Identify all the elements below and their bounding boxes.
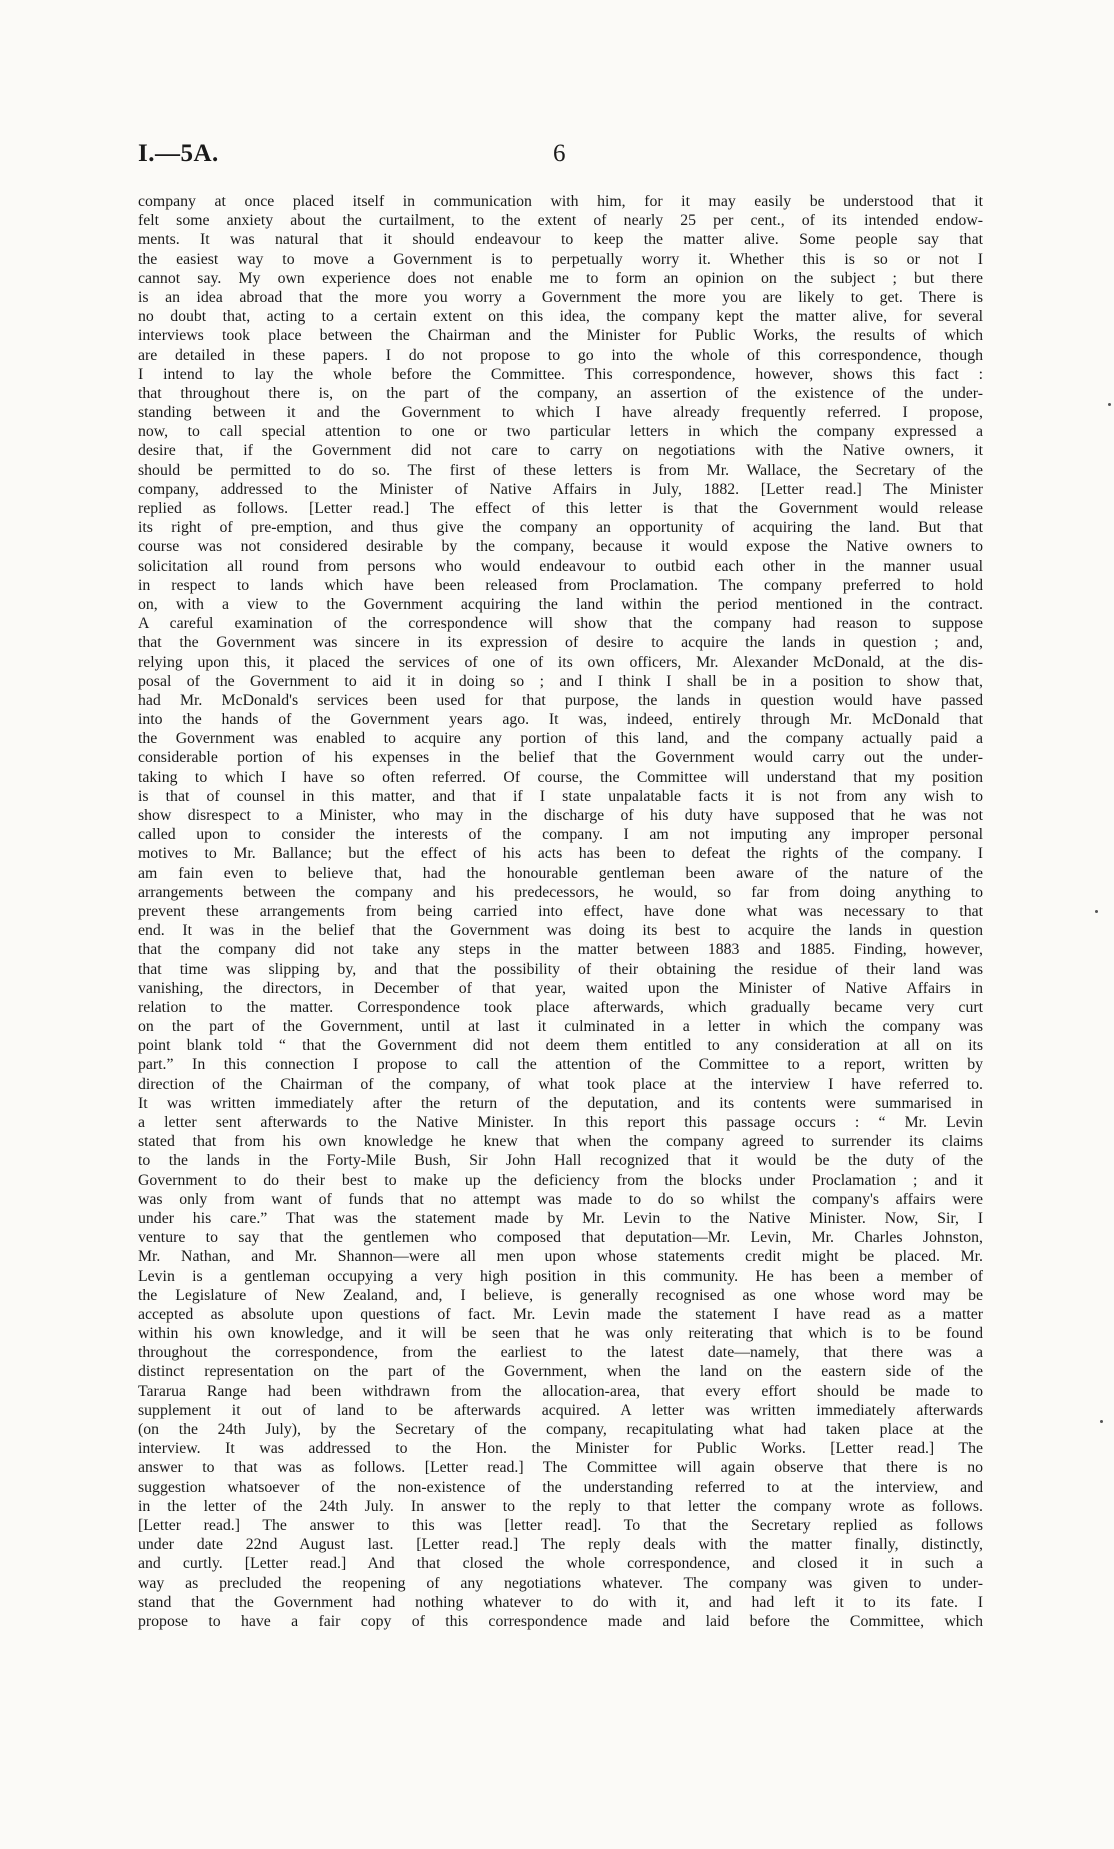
text-line: am fain even to believe that, had the honourable gentleman been aware of the nature of the [138, 864, 983, 882]
text-line: considerable portion of his expenses in the belief that the Government would carry out the under- [138, 749, 983, 767]
text-line: under his care.” That was the statement made by Mr. Levin to the Native Minister. Now, Sir, I [138, 1209, 983, 1227]
text-line: felt some anxiety about the curtailment, to the extent of nearly 25 per cent., of its intended endow- [138, 212, 983, 230]
scan-speck [1100, 1420, 1103, 1423]
text-line: called upon to consider the interests of the company. I am not imputing any improper personal [138, 826, 983, 844]
text-line: within his own knowledge, and it will be seen that he was only reiterating that which is to be found [138, 1325, 983, 1343]
text-line: company, addressed to the Minister of Native Affairs in July, 1882. [Letter read.] The Minister [138, 480, 983, 498]
text-line: and curtly. [Letter read.] And that closed the whole correspondence, and closed it in such a [138, 1555, 983, 1573]
text-line: A careful examination of the correspondence will show that the company had reason to suppose [138, 615, 983, 633]
text-line: the Legislature of New Zealand, and, I believe, is generally recognised as one whose word may be [138, 1286, 983, 1304]
text-line: throughout the correspondence, from the earliest to the latest date—namely, that there was a [138, 1344, 983, 1362]
text-line: that the company did not take any steps in the matter between 1883 and 1885. Finding, however, [138, 941, 983, 959]
text-line: Levin is a gentleman occupying a very high position in this community. He has been a member of [138, 1267, 983, 1285]
text-line: standing between it and the Government to which I have already frequently referred. I propose, [138, 404, 983, 422]
text-line: accepted as absolute upon questions of fact. Mr. Levin made the statement I have read as a matter [138, 1305, 983, 1323]
text-line: end. It was in the belief that the Government was doing its best to acquire the lands in question [138, 922, 983, 940]
text-line: interviews took place between the Chairman and the Minister for Public Works, the results of which [138, 327, 983, 345]
text-line: stand that the Government had nothing whatever to do with it, and had left it to its fate. I [138, 1593, 983, 1611]
text-line: It was written immediately after the return of the deputation, and its contents were summarised in [138, 1094, 983, 1112]
text-line: vanishing, the directors, in December of that year, waited upon the Minister of Native Affairs in [138, 979, 983, 997]
text-line: was only from want of funds that no attempt was made to do so whilst the company's affairs were [138, 1190, 983, 1208]
scan-speck [1095, 910, 1098, 913]
text-line: should be permitted to do so. The first of these letters is from Mr. Wallace, the Secretary of the [138, 461, 983, 479]
text-line: the Government was enabled to acquire any portion of this land, and the company actually paid a [138, 730, 983, 748]
text-line: direction of the Chairman of the company, of what took place at the interview I have referred to. [138, 1075, 983, 1093]
scan-speck [1108, 403, 1111, 406]
text-line: solicitation all round from persons who would endeavour to outbid each other in the manner usual [138, 557, 983, 575]
text-line: suggestion whatsoever of the non-existence of the understanding referred to at the interview, and [138, 1478, 983, 1496]
text-line: cannot say. My own experience does not enable me to form an opinion on the subject ; but there [138, 269, 983, 287]
text-line: is an idea abroad that the more you worry a Government the more you are likely to get. There is [138, 288, 983, 306]
text-line: that the Government was sincere in its expression of desire to acquire the lands in question ; and, [138, 634, 983, 652]
body-text [138, 192, 983, 1631]
text-line: Tararua Range had been withdrawn from the allocation-area, that every effort should be made to [138, 1382, 983, 1400]
text-line: taking to which I have so often referred. Of course, the Committee will understand that my position [138, 768, 983, 786]
text-line: interview. It was addressed to the Hon. the Minister for Public Works. [Letter read.] The [138, 1440, 983, 1458]
text-line: point blank told “ that the Government did not deem them entitled to any consideration at all on its [138, 1037, 983, 1055]
text-line: course was not considered desirable by the company, because it would expose the Native owners to [138, 538, 983, 556]
text-line: now, to call special attention to one or two particular letters in which the company expressed a [138, 423, 983, 441]
text-line: supplement it out of land to be afterwards acquired. A letter was written immediately afterwards [138, 1401, 983, 1419]
text-line: venture to say that the gentlemen who composed that deputation—Mr. Levin, Mr. Charles Johnston, [138, 1229, 983, 1247]
text-line: in the letter of the 24th July. In answer to the reply to that letter the company wrote as follows. [138, 1497, 983, 1515]
text-line: arrangements between the company and his predecessors, he would, so far from doing anything to [138, 883, 983, 901]
text-line: distinct representation on the part of the Government, when the land on the eastern side of the [138, 1363, 983, 1381]
text-line: desire that, if the Government did not care to carry on negotiations with the Native owners, it [138, 442, 983, 460]
text-line: that time was slipping by, and that the possibility of their obtaining the residue of their land was [138, 960, 983, 978]
text-line: prevent these arrangements from being carried into effect, have done what was necessary to that [138, 902, 983, 920]
text-line: replied as follows. [Letter read.] The effect of this letter is that the Government would release [138, 500, 983, 517]
text-line: in respect to lands which have been released from Proclamation. The company preferred to hold [138, 576, 983, 594]
text-line: on, with a view to the Government acquiring the land within the period mentioned in the contract. [138, 595, 983, 613]
text-line: are detailed in these papers. I do not propose to go into the whole of this correspondence, though [138, 346, 983, 364]
text-line: motives to Mr. Ballance; but the effect of his acts has been to defeat the rights of the company. I [138, 845, 983, 863]
text-line: relation to the matter. Correspondence took place afterwards, which gradually became very curt [138, 998, 983, 1016]
text-line: had Mr. McDonald's services been used for that purpose, the lands in question would have passed [138, 691, 983, 709]
text-line: under date 22nd August last. [Letter read.] The reply deals with the matter finally, distinctly, [138, 1536, 983, 1554]
text-line: on the part of the Government, until at last it culminated in a letter in which the company was [138, 1018, 983, 1036]
text-line: relying upon this, it placed the services of one of its own officers, Mr. Alexander McDonald, at the dis- [138, 653, 983, 671]
text-line: answer to that was as follows. [Letter read.] The Committee will again observe that there is no [138, 1459, 983, 1477]
text-line: to the lands in the Forty-Mile Bush, Sir John Hall recognized that it would be the duty of the [138, 1152, 983, 1170]
text-line: that throughout there is, on the part of the company, an assertion of the existence of the under- [138, 384, 983, 402]
text-line: is that of counsel in this matter, and that if I state unpalatable facts it is not from any wish to [138, 787, 983, 805]
text-line: [Letter read.] The answer to this was [letter read]. To that the Secretary replied as follows [138, 1516, 983, 1534]
text-line: part.” In this connection I propose to call the attention of the Committee to a report, written by [138, 1056, 983, 1074]
text-line: a letter sent afterwards to the Native Minister. In this report this passage occurs : “ Mr. Levin [138, 1114, 983, 1131]
text-line: stated that from his own knowledge he knew that when the company agreed to surrender its claims [138, 1133, 983, 1151]
text-line: its right of pre-emption, and thus give the company an opportunity of acquiring the land. But that [138, 519, 983, 537]
text-line: show disrespect to a Minister, who may in the discharge of his duty have supposed that he was not [138, 807, 983, 824]
text-line: (on the 24th July), by the Secretary of the company, recapitulating what had taken place at the [138, 1421, 983, 1438]
document-reference: I.—5A. [138, 140, 219, 167]
text-line: Government to do their best to make up the deficiency from the blocks under Proclamation ; and it [138, 1171, 983, 1189]
text-line: into the hands of the Government years ago. It was, indeed, entirely through Mr. McDonald that [138, 711, 983, 729]
text-line: posal of the Government to aid it in doing so ; and I think I shall be in a position to show that, [138, 672, 983, 690]
text-line: I intend to lay the whole before the Committee. This correspondence, however, shows this fact : [138, 365, 983, 383]
text-line: the easiest way to move a Government is to perpetually worry it. Whether this is so or not I [138, 250, 983, 268]
text-line: propose to have a fair copy of this correspondence made and laid before the Committee, which [138, 1612, 983, 1630]
page-number: 6 [553, 140, 566, 167]
text-line: way as precluded the reopening of any negotiations whatever. The company was given to under- [138, 1574, 983, 1592]
text-line: ments. It was natural that it should endeavour to keep the matter alive. Some people say that [138, 231, 983, 249]
text-line: company at once placed itself in communication with him, for it may easily be understood that it [138, 193, 983, 210]
text-line: no doubt that, acting to a certain extent on this idea, the company kept the matter alive, for several [138, 308, 983, 326]
text-line: Mr. Nathan, and Mr. Shannon—were all men upon whose statements credit might be placed. Mr. [138, 1248, 983, 1266]
